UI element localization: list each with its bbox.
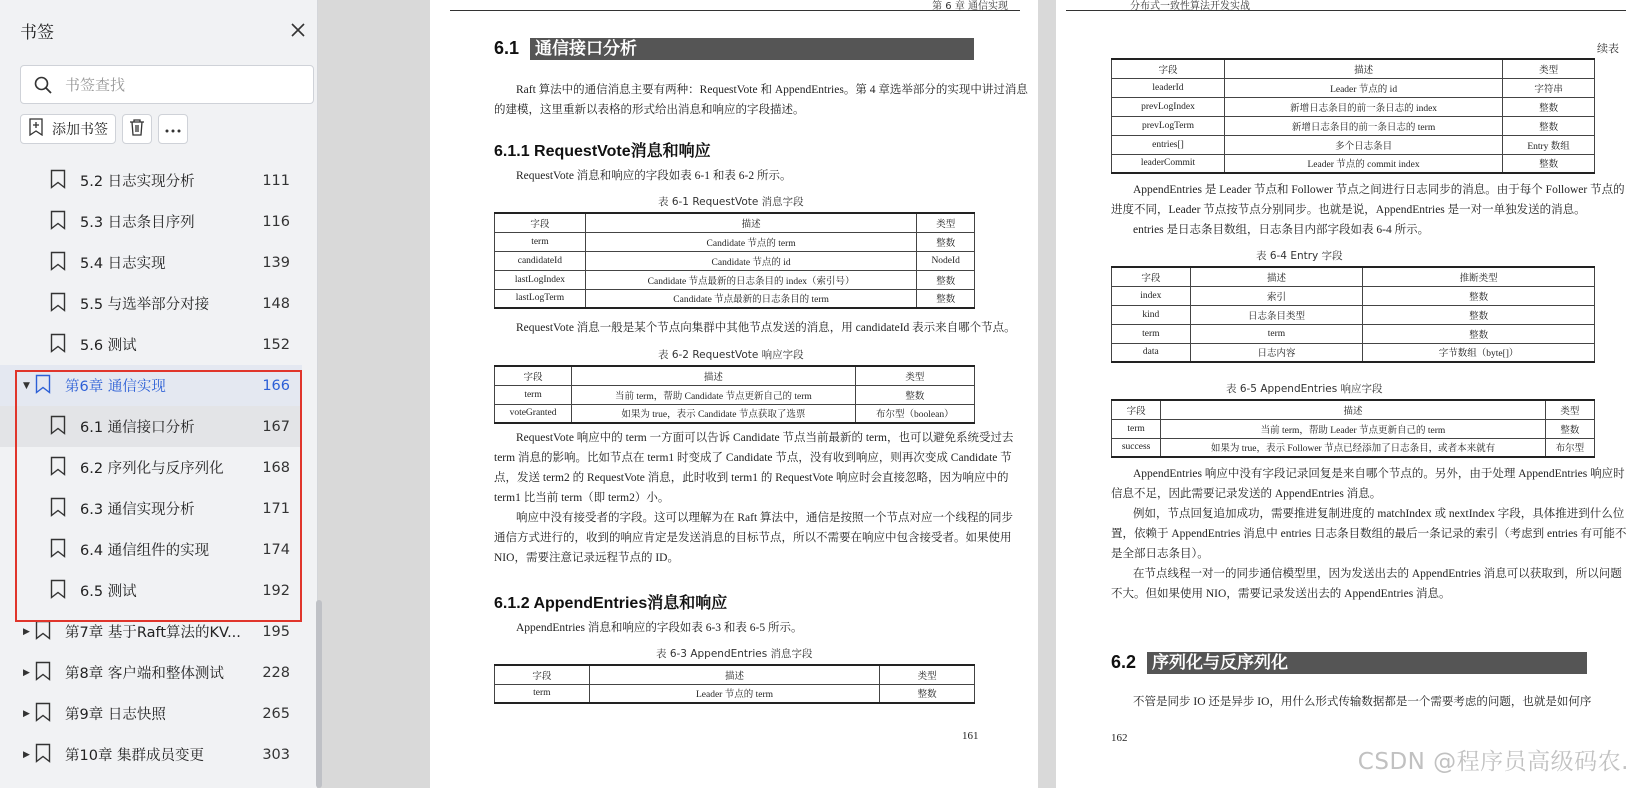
pdf-page-162 [1056, 0, 1639, 788]
bookmark-page: 152 [262, 336, 290, 353]
bookmark-page: 174 [262, 541, 290, 558]
bookmark-chapter-6[interactable] [0, 365, 302, 406]
bookmark-icon [50, 292, 66, 316]
bookmark-item[interactable] [0, 160, 302, 201]
section-heading [1111, 652, 1136, 673]
bookmark-item[interactable] [0, 488, 302, 529]
bookmark-label: 第8章 客户端和整体测试 [65, 666, 224, 682]
bookmark-item[interactable] [0, 242, 302, 283]
bookmark-page: 116 [262, 213, 290, 230]
bookmark-item[interactable] [0, 201, 302, 242]
bookmark-label: 6.4 通信组件的实现 [80, 543, 210, 559]
bookmark-chapter-8[interactable] [0, 652, 302, 693]
paragraph: RequestVote 消息一般是某个节点向集群中其他节点发送的消息，用 candidateId 表示来自哪个节点。 [516, 322, 1016, 334]
bookmark-icon [35, 743, 51, 767]
table-caption: 表 6-4 Entry 字段 [1256, 250, 1343, 262]
section-number: 6.1 [494, 38, 520, 58]
paragraph: RequestVote 响应中的 term 一方面可以告诉 Candidate 节点当前最新的 term，也可以避免系统受过去 term 消息的影响。比如节点在 term1 时变成了 Candidate 节点，没有收到响应，则再次变成 Candidate 节点，发送 term2 的 RequestVote 消息，此时收到 term1 的 RequestVote 响应时会直接忽略，因为响应中的 term1 比当前 term（即 term2）小。 [494, 432, 1014, 504]
table-caption: 表 6-3 AppendEntries 消息字段 [656, 648, 813, 660]
table-6-2: 字段 描述 类型 term 当前 term，帮助 Candidate 节点更新自己的 term 整数 voteGranted 如果为 true，表示 Candidate 节点获取了选票 布尔型（boolean） [494, 365, 975, 424]
paragraph: AppendEntries 响应中没有字段记录回复是来自哪个节点的。另外，由于处理 AppendEntries 响应时信息不足，因此需要记录发送的 AppendEntries 消息。 [1111, 468, 1625, 500]
paragraph: RequestVote 消息和响应的字段如表 6-1 和表 6-2 所示。 [516, 170, 792, 182]
bookmark-icon [35, 374, 51, 398]
bookmark-list [0, 160, 302, 775]
bookmark-page: 171 [262, 500, 290, 517]
pdf-page-161 [430, 0, 1038, 788]
bookmark-page: 228 [262, 664, 290, 681]
bookmark-page: 168 [262, 459, 290, 476]
expand-arrow-icon[interactable]: ▶ [23, 708, 30, 719]
bookmark-panel [0, 0, 318, 788]
bookmark-label: 6.3 通信实现分析 [80, 502, 195, 518]
bookmark-page: 167 [262, 418, 290, 435]
bookmark-search-input[interactable] [65, 66, 305, 103]
bookmark-label: 6.1 通信接口分析 [80, 420, 195, 436]
bookmark-item[interactable] [0, 529, 302, 570]
continued-label: 续表 [1597, 42, 1619, 55]
expand-arrow-icon[interactable]: ▶ [23, 626, 30, 637]
table-caption: 表 6-2 RequestVote 响应字段 [658, 349, 804, 361]
bookmark-label: 6.2 序列化与反序列化 [80, 461, 224, 477]
bookmark-page: 139 [262, 254, 290, 271]
expand-arrow-icon[interactable]: ▶ [23, 749, 30, 760]
table-6-1: 字段 描述 类型 term Candidate 节点的 term 整数 candidateId Candidate 节点的 id NodeId lastLogIndex Candidate 节点最新的日志条目的 index（索引号） 整数 lastLogTerm Candidate 节点最新的日志条目的 term 整数 [494, 212, 975, 309]
bookmark-item[interactable] [0, 324, 302, 365]
bookmark-page: 166 [262, 377, 290, 394]
table-6-3: 字段 描述 类型 term Leader 节点的 term 整数 [494, 664, 975, 704]
bookmark-icon [35, 661, 51, 685]
bookmark-chapter-10[interactable] [0, 734, 302, 775]
bookmark-icon [50, 497, 66, 521]
add-bookmark-label: 添加书签 [52, 122, 108, 138]
bookmark-label: 6.5 测试 [80, 584, 137, 600]
table-continued: 字段 描述 类型 leaderId Leader 节点的 id 字符串 prevLogIndex 新增日志条目的前一条日志的 index 整数 prevLogTerm 新增日志条目的前一条日志的 term 整数 entries[] 多个日志条目 Entry 数组 leaderCommit Leader 节点的 commit index 整数 [1111, 58, 1595, 174]
table-6-4: 字段 描述 推断类型 index 索引 整数 kind 日志条目类型 整数 term term 整数 data 日志内容 字节数组（byte[]） [1111, 266, 1595, 363]
sidebar-scrollbar[interactable] [316, 600, 322, 788]
paragraph: AppendEntries 消息和响应的字段如表 6-3 和表 6-5 所示。 [516, 622, 803, 634]
paragraph: Raft 算法中的通信消息主要有两种：RequestVote 和 AppendEntries。第 4 章选举部分的实现中讲过消息的建模，这里重新以表格的形式给出消息和响应的字段描述。 [494, 84, 1028, 116]
bookmark-page: 111 [262, 172, 290, 189]
paragraph: entries 是日志条目数组，日志条目内部字段如表 6-4 所示。 [1133, 224, 1430, 236]
bookmark-icon [50, 333, 66, 357]
bookmark-icon [50, 538, 66, 562]
bookmark-icon [50, 210, 66, 234]
bookmark-page: 265 [262, 705, 290, 722]
ellipsis-icon [165, 121, 181, 137]
bookmark-page: 195 [262, 623, 290, 640]
bookmark-search-box[interactable] [20, 65, 314, 104]
trash-icon [129, 118, 145, 140]
paragraph: 不管是同步 IO 还是异步 IO，用什么形式传输数据都是一个需要考虑的问题，也就是如何序 [1133, 696, 1592, 708]
bookmark-item[interactable] [0, 447, 302, 488]
section-number: 6.2 [1111, 652, 1137, 672]
section-title: 通信接口分析 [535, 39, 637, 59]
add-bookmark-button[interactable] [20, 114, 116, 144]
page-number: 161 [962, 730, 979, 742]
bookmark-label: 5.6 测试 [80, 338, 137, 354]
bookmark-page: 192 [262, 582, 290, 599]
subsection-heading: 6.1.1 RequestVote消息和响应 [494, 143, 711, 160]
bookmark-label: 第10章 集群成员变更 [65, 748, 205, 764]
running-head: 第 6 章 通信实现 [932, 1, 1008, 12]
bookmark-page: 303 [262, 746, 290, 763]
bookmark-icon [35, 620, 51, 644]
bookmark-label: 5.5 与选举部分对接 [80, 297, 210, 313]
section-heading [494, 38, 519, 59]
add-bookmark-icon [28, 118, 44, 140]
paragraph: AppendEntries 是 Leader 节点和 Follower 节点之间进行日志同步的消息。由于每个 Follower 节点的进度不同，Leader 节点按节点分别同步。也就是说，AppendEntries 是一对一单独发送的消息。 [1111, 184, 1625, 216]
bookmark-icon [50, 169, 66, 193]
bookmark-label: 5.4 日志实现 [80, 256, 166, 272]
subsection-heading: 6.1.2 AppendEntries消息和响应 [494, 595, 728, 612]
paragraph: 例如，节点回复追加成功，需要推进复制进度的 matchIndex 或 nextIndex 字段，具体推进到什么位置，依赖于 AppendEntries 消息中 entries 日志条目数组的最后一条记录的索引（考虑到 entries 有可能不是全部日志条目）。 [1111, 508, 1627, 560]
bookmark-label: 第7章 基于Raft算法的KV... [65, 625, 241, 641]
expand-arrow-icon[interactable]: ▶ [23, 667, 30, 678]
bookmark-label: 第9章 日志快照 [65, 707, 166, 723]
bookmark-item[interactable] [0, 406, 302, 447]
bookmark-label: 5.3 日志条目序列 [80, 215, 195, 231]
bookmark-icon [50, 579, 66, 603]
bookmark-label: 5.2 日志实现分析 [80, 174, 195, 190]
bookmark-chapter-9[interactable] [0, 693, 302, 734]
paragraph: 响应中没有接受者的字段。这可以理解为在 Raft 算法中，通信是按照一个节点对应一个线程的同步通信方式进行的，收到的响应肯定是发送消息的目标节点，所以不需要在响应中包含接受者。如果使用 NIO，需要注意记录远程节点的 ID。 [494, 512, 1014, 564]
running-head: 分布式一致性算法开发实战 [1130, 1, 1250, 12]
bookmark-label: 第6章 通信实现 [65, 379, 166, 395]
watermark: CSDN @程序员高级码农. [1357, 749, 1629, 775]
paragraph: 在节点线程一对一的同步通信模型里，因为发送出去的 AppendEntries 消息可以获取到，所以问题不大。但如果使用 NIO，需要记录发送出去的 AppendEntries 消息。 [1111, 568, 1622, 600]
table-6-5: 字段 描述 类型 term 当前 term，帮助 Leader 节点更新自己的 term 整数 success 如果为 true，表示 Follower 节点已经添加了日志条目，或者本来就有 布尔型 [1111, 399, 1595, 458]
bookmark-icon [50, 251, 66, 275]
table-caption: 表 6-5 AppendEntries 响应字段 [1226, 383, 1383, 395]
bookmark-chapter-7[interactable] [0, 611, 302, 652]
bookmark-item[interactable] [0, 283, 302, 324]
more-options-button[interactable] [158, 114, 188, 144]
search-icon [33, 75, 53, 99]
close-icon[interactable] [288, 20, 308, 40]
bookmark-page: 148 [262, 295, 290, 312]
panel-title: 书签 [20, 23, 54, 43]
bookmark-icon [50, 415, 66, 439]
bookmark-icon [35, 702, 51, 726]
table-caption: 表 6-1 RequestVote 消息字段 [658, 196, 804, 208]
delete-bookmark-button[interactable] [122, 114, 152, 144]
section-title: 序列化与反序列化 [1152, 653, 1288, 673]
expand-arrow-icon[interactable]: ▼ [23, 380, 30, 391]
bookmark-item[interactable] [0, 570, 302, 611]
bookmark-icon [50, 456, 66, 480]
page-number: 162 [1111, 732, 1128, 744]
